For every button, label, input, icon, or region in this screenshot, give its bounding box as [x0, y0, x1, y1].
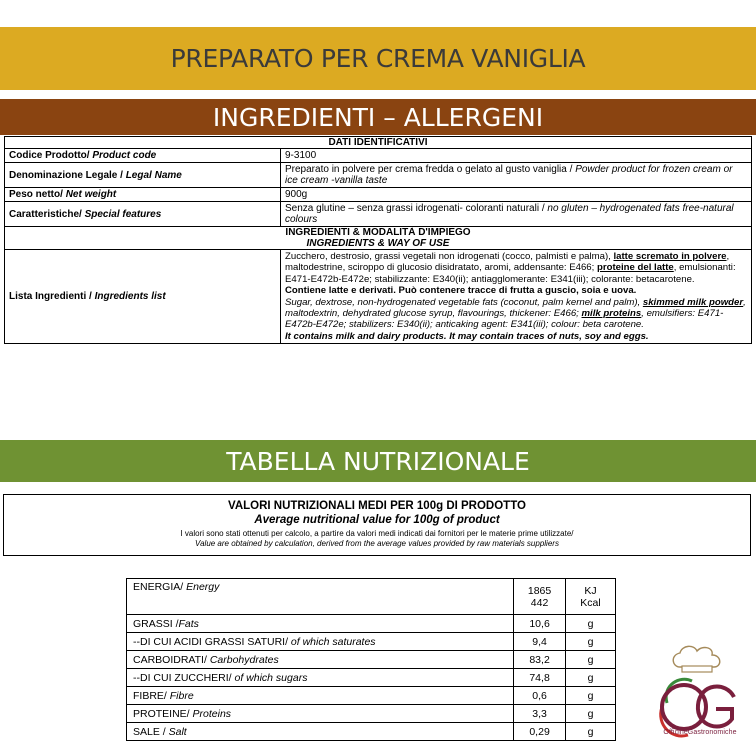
nutrient-name: FIBRE/ Fibre	[127, 687, 514, 705]
logo-caption: OfficineGastronomiche	[663, 729, 737, 736]
nutrient-unit: g	[566, 723, 616, 741]
row-label: Caratteristiche/ Special features	[5, 202, 281, 227]
nutrient-value: 0,29	[514, 723, 566, 741]
nutrient-unit: KJ Kcal	[566, 579, 616, 615]
table-row	[127, 579, 616, 615]
row-label: Denominazione Legale / Legal Name	[5, 163, 281, 188]
nutrient-name: --DI CUI ZUCCHERI/ of which sugars	[127, 669, 514, 687]
row-value: Preparato in polvere per crema fredda o gelato al gusto vaniglia / Powder product for frozen cream or ice cream -vanilla taste	[281, 163, 752, 188]
table-row	[127, 687, 616, 705]
row-label: Codice Prodotto/ Product code	[5, 149, 281, 163]
allergens-en: It contains milk and dairy products. It may contain traces of nuts, soy and eggs.	[285, 330, 649, 342]
nutrient-unit: g	[566, 615, 616, 633]
nutrient-value: 9,4	[514, 633, 566, 651]
section-title-nutrition: TABELLA NUTRIZIONALE	[0, 440, 756, 482]
identification-table	[4, 136, 752, 344]
table-row	[5, 188, 752, 202]
ingredients-list: Zucchero, destrosio, grassi vegetali non idrogenati (cocco, palmisti e palma), latte scremato in polvere, maltodestrine, sciroppo di glucosio disidratato, aromi, addensante: E466; proteine del latte, emulsionanti: E471-E472b-E472e; stabilizzante: E340(ii); antiagglomerante: E341(iii); colorante: betacarotene. Contiene latte e derivati. Può contenere tracce di frutta a guscio, soia e uova. Sugar, dextrose, non-hydrogenated vegetable fats (coconut, palm kernel and palm), skimmed milk powder, maltodextrin, dehydrated glucose syrup, flavourings, thickener: E466; milk proteins, emulsifiers: E471-E472b-E472e; stabilizers: E340(ii); anticaking agent: E341(iii); colour: beta carotene. It contains milk and dairy products. It may contain traces of nuts, soy and eggs.	[281, 250, 752, 344]
nutrient-name: PROTEINE/ Proteins	[127, 705, 514, 723]
nutrient-name: SALE / Salt	[127, 723, 514, 741]
row-value: Senza glutine – senza grassi idrogenati- coloranti naturali / no gluten – hydrogenated fats free-natural colours	[281, 202, 752, 227]
nutrient-value: 0,6	[514, 687, 566, 705]
nutrition-table	[126, 578, 616, 741]
row-label: Lista Ingredienti / Ingredients list	[5, 250, 281, 344]
table-row	[127, 705, 616, 723]
nutrient-name: CARBOIDRATI/ Carbohydrates	[127, 651, 514, 669]
page-title: PREPARATO PER CREMA VANIGLIA	[0, 27, 756, 90]
table-row	[127, 633, 616, 651]
nutrient-unit: g	[566, 651, 616, 669]
nutrient-name: --DI CUI ACIDI GRASSI SATURI/ of which saturates	[127, 633, 514, 651]
nutrition-heading: VALORI NUTRIZIONALI MEDI PER 100g DI PRODOTTO	[228, 500, 526, 512]
nutrition-header-box	[3, 494, 751, 556]
table-header: DATI IDENTIFICATIVI	[5, 137, 752, 149]
row-label: Peso netto/ Net weight	[5, 188, 281, 202]
nutrition-note-en: Value are obtained by calculation, derived from the average values provided by raw materials suppliers	[195, 539, 559, 548]
table-row	[5, 250, 752, 344]
chef-hat-icon	[673, 646, 720, 672]
nutrient-name: ENERGIA/ Energy	[127, 579, 514, 615]
nutrition-heading-en: Average nutritional value for 100g of product	[254, 514, 500, 526]
nutrient-value: 10,6	[514, 615, 566, 633]
nutrient-value: 1865 442	[514, 579, 566, 615]
nutrient-unit: g	[566, 633, 616, 651]
section-title-ingredients: INGREDIENTI – ALLERGENI	[0, 99, 756, 135]
nutrient-unit: g	[566, 705, 616, 723]
nutrient-unit: g	[566, 687, 616, 705]
nutrition-note: I valori sono stati ottenuti per calcolo, a partire da valori medi indicati dai fornitori per le materie prime utilizzate/	[180, 529, 574, 538]
brand-logo	[642, 645, 752, 753]
nutrient-value: 3,3	[514, 705, 566, 723]
nutrient-unit: g	[566, 669, 616, 687]
nutrient-name: GRASSI /Fats	[127, 615, 514, 633]
row-value: 9-3100	[281, 149, 752, 163]
nutrient-value: 74,8	[514, 669, 566, 687]
table-row	[127, 723, 616, 741]
usage-header: INGREDIENTI & MODALITÀ D'IMPIEGO INGREDIENTS & WAY OF USE	[5, 227, 752, 250]
table-row	[5, 149, 752, 163]
nutrient-value: 83,2	[514, 651, 566, 669]
table-row	[5, 202, 752, 227]
table-row	[127, 651, 616, 669]
row-value: 900g	[281, 188, 752, 202]
table-row	[5, 163, 752, 188]
allergens-it: Contiene latte e derivati. Può contenere tracce di frutta a guscio, soia e uova.	[285, 285, 637, 297]
table-row	[127, 615, 616, 633]
table-row	[127, 669, 616, 687]
